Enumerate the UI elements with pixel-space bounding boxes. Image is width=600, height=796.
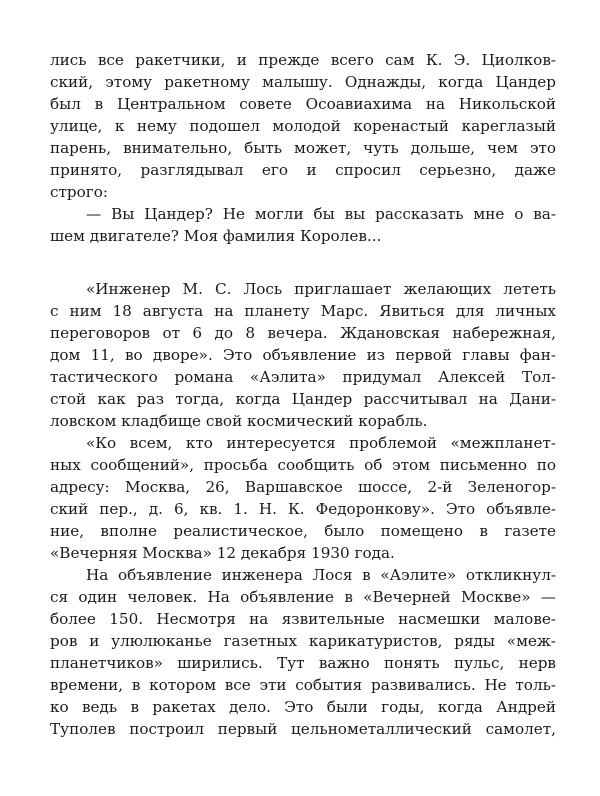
text-line: На объявление инженера Лося в «Аэлите» откликнул- [86, 566, 556, 584]
text-line: принято, разглядывал его и спросил серьезно, даже [50, 161, 556, 179]
text-line: лись все ракетчики, и прежде всего сам К. Э. Циолков- [50, 51, 556, 69]
text-line: ние, вполне реалистическое, было помещено в газете [50, 522, 556, 540]
text-line: ский, этому ракетному малышу. Однажды, когда Цандер [50, 73, 556, 91]
text-line: ных сообщений», просьба сообщить об этом письменно по [50, 456, 556, 474]
text-line: переговоров от 6 до 8 вечера. Ждановская набережная, [50, 324, 556, 342]
text-line: стой как раз тогда, когда Цандер рассчитывал на Дани- [50, 390, 556, 408]
text-line: строго: [50, 183, 108, 201]
text-line: Туполев построил первый цельнометаллический самолет, [50, 720, 556, 738]
text-line: «Вечерняя Москва» 12 декабря 1930 года. [50, 544, 395, 562]
text-line: улице, к нему подошел молодой коренастый кареглазый [50, 117, 556, 135]
text-line: «Ко всем, кто интересуется проблемой «межпланет- [86, 434, 556, 452]
text-line: планетчиков» ширились. Тут важно понять пульс, нерв [50, 654, 556, 672]
text-line: парень, внимательно, быть может, чуть дольше, чем это [50, 139, 556, 157]
text-line: времени, в котором все эти события развивались. Не толь- [50, 676, 556, 694]
text-line: ский пер., д. 6, кв. 1. Н. К. Федоронкову». Это объявле- [50, 500, 556, 518]
text-line: ловском кладбище свой космический корабль. [50, 412, 428, 430]
text-line: ко ведь в ракетах дело. Это были годы, когда Андрей [50, 698, 556, 716]
text-line: ров и улюлюканье газетных карикатуристов, ряды «меж- [50, 632, 556, 650]
text-line: более 150. Несмотря на язвительные насмешки малове- [50, 610, 556, 628]
text-line: был в Центральном совете Осоавиахима на Никольской [50, 95, 556, 113]
text-line: ся один человек. На объявление в «Вечерней Москве» — [50, 588, 556, 606]
text-line: «Инженер М. С. Лось приглашает желающих лететь [86, 280, 556, 298]
text-line: дом 11, во дворе». Это объявление из первой главы фан- [50, 346, 556, 364]
text-line: тастического романа «Аэлита» придумал Алексей Тол- [50, 368, 556, 386]
text-line: шем двигателе? Моя фамилия Королев... [50, 227, 382, 245]
text-line: адресу: Москва, 26, Варшавское шоссе, 2-й Зеленогор- [50, 478, 556, 496]
text-line: — Вы Цандер? Не могли бы вы рассказать мне о ва- [86, 205, 556, 223]
text-line: с ним 18 августа на планету Марс. Явиться для личных [50, 302, 556, 320]
